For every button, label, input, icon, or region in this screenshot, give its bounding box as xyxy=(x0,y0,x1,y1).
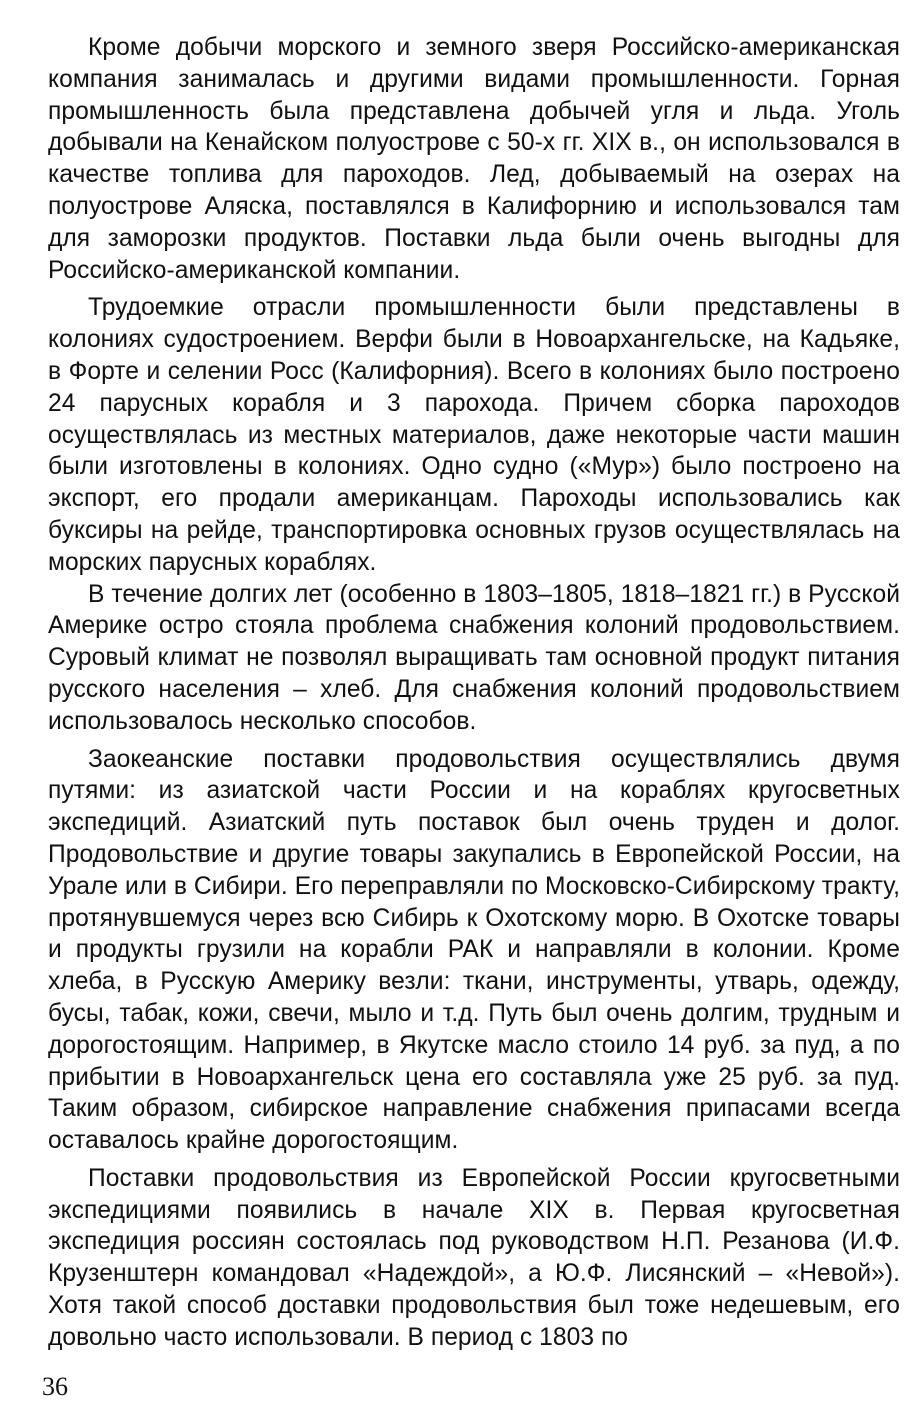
paragraph-mining-industry: Кроме добычи морского и земного зверя Российско-американская компания занималась и другими видами промышленности. Горная промышленность была представлена добычей угля и льда. Уголь добывали на Кенайском полуострове с 50-х гг. XIX в., он использовался в качестве топлива для пароходов. Лед, добываемый на озерах на полуострове Аляска, поставлялся в Калифорнию и использовался там для заморозки продуктов. Поставки льда были очень выгодны для Российско-американской компании. xyxy=(48,34,900,284)
paragraph-overseas-supply-routes: Заокеанские поставки продовольствия осуществлялись двумя путями: из азиатской части России и на кораблях кругосветных экспедиций. Азиатский путь поставок был очень труден и долог. Продовольствие и другие товары закупались в Европейской России, на Урале или в Сибири. Его переправляли по Московско-Сибирскому тракту, протянувшемуся через всю Сибирь к Охотскому морю. В Охотске товары и продукты грузили на корабли РАК и направляли в колонии. Кроме хлеба, в Русскую Америку везли: ткани, инструменты, утварь, одежду, бусы, табак, кожи, свечи, мыло и т.д. Путь был очень долгим, трудным и дорогостоящим. Например, в Якутске масло стоило 14 руб. за пуд, а по прибытии в Новоархангельск цена его составляла уже 25 руб. за пуд. Таким образом, сибирское направление снабжения припасами всегда оставалось крайне дорогостоящим. xyxy=(48,745,901,1155)
page-number: 36 xyxy=(42,1372,68,1401)
paragraph-shipbuilding: Трудоемкие отрасли промышленности были представлены в колониях судостроением. Верфи были в Новоархангельске, на Кадьяке, в Форте и селении Росс (Калифорния). Всего в колониях было построено 24 парусных корабля и 3 парохода. Причем сборка пароходов осуществлялась из местных материалов, даже некоторые части машин были изготовлены в колониях. Одно судно («Мур») было построено на экспорт, его продали американцам. Пароходы использовались как буксиры на рейде, транспортировка основных грузов осуществлялась на морских парусных кораблях. xyxy=(48,294,900,576)
paragraph-food-supply-problem: В течение долгих лет (особенно в 1803–1805, 1818–1821 гг.) в Русской Америке остро стояла проблема снабжения колоний продовольствием. Суровый климат не позволял выращивать там основной продукт питания русского населения – хлеб. Для снабжения колоний продовольствием использовалось несколько способов. xyxy=(48,580,900,735)
body-text xyxy=(48,32,900,1354)
paragraph-round-world-expeditions: Поставки продовольствия из Европейской России кругосветными экспедициями появились в начале XIX в. Первая кругосветная экспедиция россиян состоялась под руководством Н.П. Резанова (И.Ф. Крузенштерн командовал «Надеждой», а Ю.Ф. Лисянский – «Невой»). Хотя такой способ доставки продовольствия был тоже недешевым, его довольно часто использовали. В период с 1803 по xyxy=(48,1164,900,1351)
